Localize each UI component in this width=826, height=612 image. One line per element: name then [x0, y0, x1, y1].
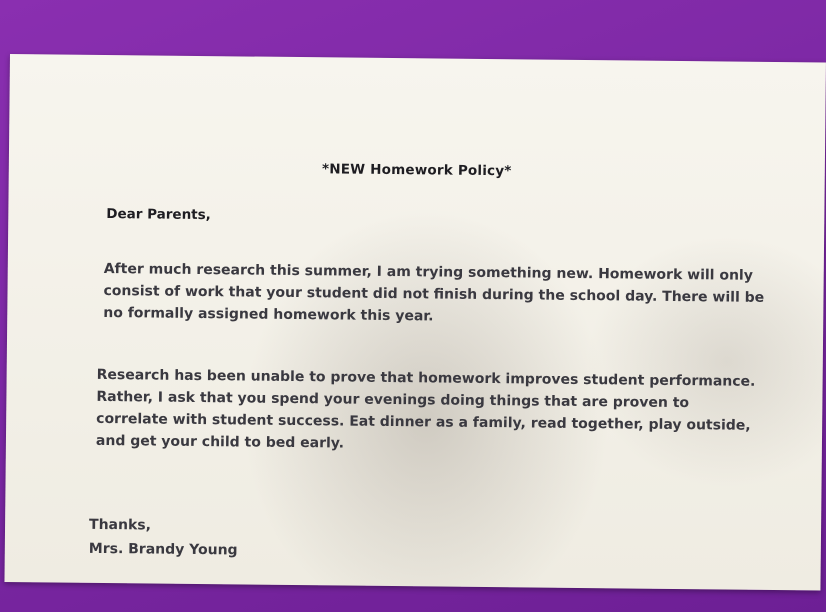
letter-closing — [89, 513, 238, 563]
paragraph-homework-change — [103, 258, 764, 331]
closing-text: Thanks, — [88, 516, 152, 534]
paragraph-line: no formally assigned homework this year. — [103, 304, 434, 325]
signature-name: Mrs. Brandy Young — [88, 540, 238, 559]
paragraph-research — [96, 364, 756, 459]
paragraph-line: Rather, I ask that you spend your evenings doing things that are proven to — [96, 388, 690, 412]
paragraph-line: correlate with student success. Eat dinner as a family, read together, play outside, — [96, 410, 751, 434]
letter-title: *NEW Homework Policy* — [321, 161, 512, 180]
paragraph-line: and get your child to bed early. — [95, 432, 345, 452]
homework-policy-letter — [4, 54, 825, 591]
paragraph-line: Research has been unable to prove that homework improves student performance. — [96, 366, 756, 390]
paragraph-line: After much research this summer, I am trying something new. Homework will only — [103, 260, 753, 284]
paragraph-line: consist of work that your student did not finish during the school day. There will be — [103, 282, 765, 306]
letter-greeting: Dear Parents, — [106, 206, 211, 224]
